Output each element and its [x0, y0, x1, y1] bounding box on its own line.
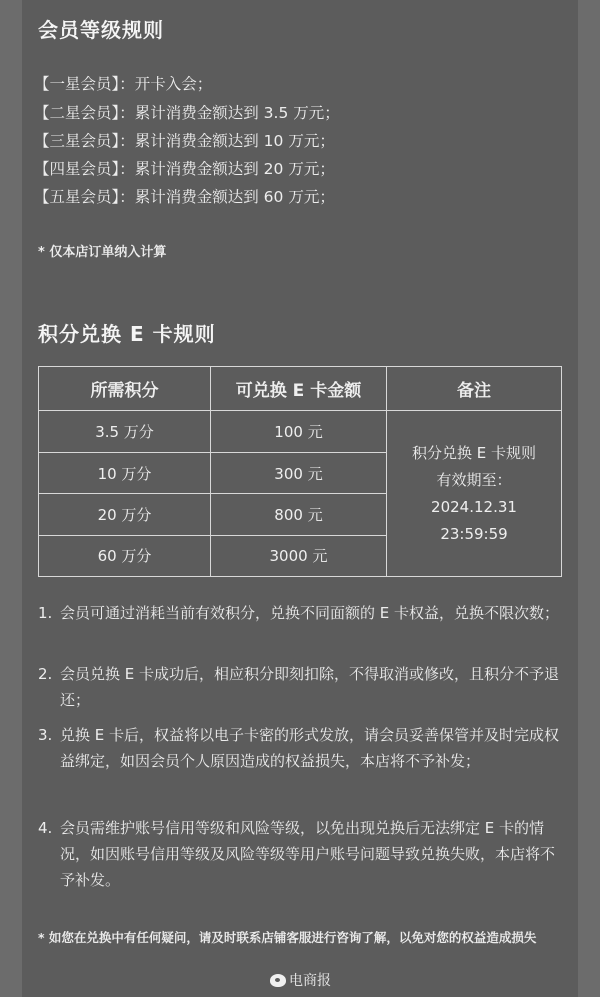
rule-number: 2. [38, 665, 53, 683]
member-note: * 仅本店订单纳入计算 [38, 245, 167, 260]
tier-one-star: 【一星会员】：开卡入会； [34, 75, 213, 93]
remark-line: 2024.12.31 [431, 497, 517, 516]
rule-item-2 [38, 661, 568, 713]
rule-text: 兑换 E 卡后，权益将以电子卡密的形式发放，请会员妥善保管并及时完成权益绑定，如因会员个人原因造成的权益损失，本店将不予补发； [60, 726, 560, 770]
remark-line: 23:59:59 [440, 524, 508, 543]
header-remark: 备注 [387, 367, 562, 411]
weibo-icon [270, 974, 286, 987]
rule-item-3 [38, 722, 568, 774]
rule-text: 会员可通过消耗当前有效积分，兑换不同面额的 E 卡权益，兑换不限次数； [60, 604, 560, 622]
rule-number: 3. [38, 726, 53, 744]
tier-two-star: 【二星会员】：累计消费金额达到 3.5 万元； [34, 104, 340, 122]
rule-item-4 [38, 815, 568, 893]
points-cell: 60 万分 [39, 535, 211, 576]
amount-cell: 100 元 [211, 411, 387, 452]
footnote: * 如您在兑换中有任何疑问，请及时联系店铺客服进行咨询了解，以免对您的权益造成损失 [38, 930, 537, 945]
points-cell: 3.5 万分 [39, 411, 211, 452]
tier-five-star: 【五星会员】：累计消费金额达到 60 万元； [34, 188, 335, 206]
amount-cell: 3000 元 [211, 535, 387, 576]
rule-number: 4. [38, 819, 53, 837]
watermark [270, 970, 331, 990]
remark-line: 积分兑换 E 卡规则 [411, 443, 536, 462]
tier-three-star: 【三星会员】：累计消费金额达到 10 万元； [34, 132, 335, 150]
rule-number: 1. [38, 604, 53, 622]
remark-line: 有效期至： [436, 470, 512, 489]
amount-cell: 800 元 [211, 494, 387, 535]
points-cell: 10 万分 [39, 452, 211, 493]
exchange-rules-title: 积分兑换 E 卡规则 [38, 322, 216, 346]
amount-cell: 300 元 [211, 452, 387, 493]
tier-four-star: 【四星会员】：累计消费金额达到 20 万元； [34, 160, 335, 178]
header-amount: 可兑换 E 卡金额 [211, 367, 387, 411]
points-cell: 20 万分 [39, 494, 211, 535]
rule-text: 会员需维护账号信用等级和风险等级，以免出现兑换后无法绑定 E 卡的情况，如因账号信用等级及风险等级等用户账号问题导致兑换失败，本店将不予补发。 [60, 819, 556, 889]
table-header-row [39, 367, 562, 411]
member-rules-title: 会员等级规则 [38, 18, 164, 42]
header-points: 所需积分 [39, 367, 211, 411]
rule-item-1 [38, 600, 568, 626]
watermark-text: 电商报 [289, 973, 331, 989]
exchange-table [38, 366, 562, 577]
rule-text: 会员兑换 E 卡成功后，相应积分即刻扣除，不得取消或修改，且积分不予退还； [60, 665, 560, 709]
table-row [39, 411, 562, 452]
remark-cell [387, 411, 562, 577]
